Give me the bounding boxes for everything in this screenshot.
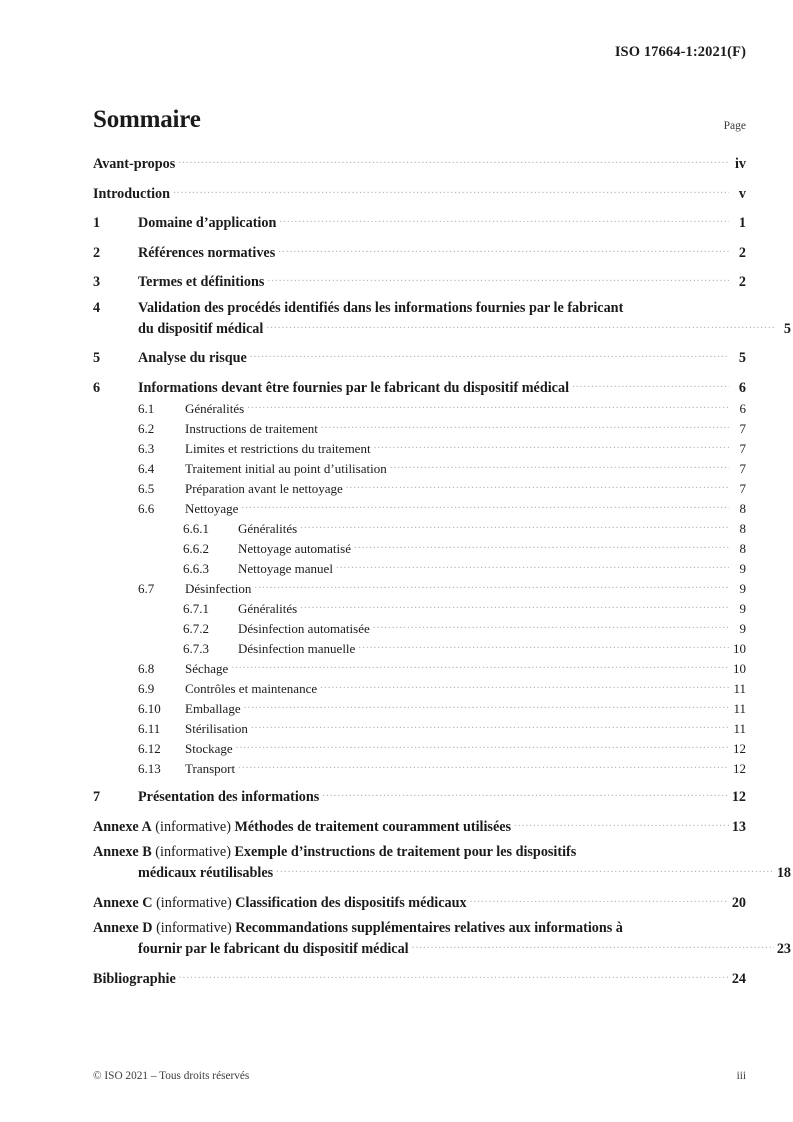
- dot-leader: [373, 617, 729, 633]
- toc-line: [93, 815, 746, 836]
- toc-entry-clause-4[interactable]: [93, 299, 791, 338]
- toc-entry-subclause-6-7-2[interactable]: [93, 617, 746, 637]
- toc-entry-label: Introduction: [93, 185, 170, 202]
- toc-line: [93, 152, 746, 173]
- toc-entry-annex-b[interactable]: [93, 844, 791, 882]
- toc-entry-subclause-6-1[interactable]: [93, 397, 746, 417]
- toc-entry-subclause-6-7-3[interactable]: [93, 637, 746, 657]
- toc-clause-number: 6.13: [138, 760, 161, 776]
- toc-page-number: 10: [733, 660, 746, 676]
- toc-entry-label: Préparation avant le nettoyage: [185, 480, 343, 496]
- copyright-notice: © ISO 2021 – Tous droits réservés: [93, 1070, 250, 1082]
- toc-line: [93, 241, 746, 262]
- toc-line: [93, 844, 746, 861]
- dot-leader: [231, 657, 729, 673]
- toc-entry-subclause-6-2[interactable]: [93, 417, 746, 437]
- toc-page-number: 7: [739, 440, 746, 456]
- toc-entry-avant-propos[interactable]: [93, 152, 746, 173]
- dot-leader: [173, 182, 729, 198]
- toc-line: [93, 417, 746, 437]
- toc-page-number: 23: [776, 941, 791, 957]
- dot-leader: [238, 757, 729, 773]
- toc-entry-label: Nettoyage manuel: [238, 560, 333, 576]
- toc-entry-clause-7[interactable]: [93, 785, 746, 806]
- toc-page-number: 6: [738, 379, 746, 396]
- toc-clause-number: 6.12: [138, 740, 161, 756]
- toc-clause-number: 5: [93, 350, 101, 366]
- toc-line: [93, 967, 746, 988]
- toc-line: [93, 457, 746, 477]
- toc-line: [93, 497, 746, 517]
- toc-entry-label: Stockage: [185, 740, 233, 756]
- annex-title-line2: médicaux réutilisables: [138, 865, 274, 881]
- toc-entry-label: Présentation des informations: [138, 789, 320, 805]
- toc-clause-number: 6.7.3: [183, 640, 209, 656]
- toc-clause-number: 6.6.1: [183, 520, 209, 536]
- toc-clause-number: 6.9: [138, 680, 155, 696]
- toc-entry-label: Nettoyage automatisé: [238, 540, 351, 556]
- annex-title-line2: fournir par le fabricant du dispositif médical: [138, 941, 409, 957]
- toc-clause-number: 1: [93, 215, 101, 231]
- toc-line: [93, 437, 746, 457]
- toc-entry-clause-2[interactable]: [93, 241, 746, 262]
- dot-leader: [390, 457, 729, 473]
- toc-entry-label: Désinfection: [185, 580, 252, 596]
- toc-entry-label-line2: du dispositif médical: [138, 320, 264, 337]
- toc-line-continuation: [93, 861, 791, 882]
- toc-line: [93, 657, 746, 677]
- annex-designator: Annexe A: [93, 818, 152, 835]
- table-of-contents: [93, 152, 791, 996]
- toc-entry-label: Informations devant être fournies par le fabricant du dispositif médical: [138, 379, 570, 396]
- toc-line-continuation: [93, 317, 791, 338]
- annex-informative-tag: (informative): [156, 920, 232, 936]
- toc-entry-label: Limites et restrictions du traitement: [185, 440, 371, 456]
- toc-entry-subclause-6-6[interactable]: [93, 497, 746, 517]
- toc-entry-label: Stérilisation: [185, 720, 248, 736]
- dot-leader: [572, 376, 729, 392]
- toc-page-number: 12: [733, 740, 746, 756]
- dot-leader: [247, 397, 729, 413]
- dot-leader: [346, 477, 729, 493]
- toc-entry-subclause-6-6-1[interactable]: [93, 517, 746, 537]
- toc-page-number: 24: [731, 970, 746, 987]
- toc-clause-number: 6.5: [138, 480, 155, 496]
- toc-entry-subclause-6-4[interactable]: [93, 457, 746, 477]
- toc-page-number: 9: [739, 620, 746, 636]
- toc-entry-label: Généralités: [185, 400, 245, 416]
- toc-line: [93, 757, 746, 777]
- dot-leader: [266, 317, 774, 333]
- dot-leader: [320, 677, 729, 693]
- dot-leader: [358, 637, 729, 653]
- toc-line: [93, 597, 746, 617]
- dot-leader: [267, 270, 729, 286]
- toc-clause-number: 6.7: [138, 580, 155, 596]
- toc-line: [93, 677, 746, 697]
- toc-clause-number: 6.11: [138, 720, 161, 736]
- dot-leader: [374, 437, 729, 453]
- toc-page-number: 13: [731, 818, 746, 835]
- toc-entry-label: Contrôles et maintenance: [185, 680, 318, 696]
- toc-page-number: 7: [739, 460, 746, 476]
- toc-entry-label: Désinfection manuelle: [238, 640, 356, 656]
- document-header-reference: ISO 17664-1:2021(F): [614, 44, 746, 60]
- toc-clause-number: 6.2: [138, 420, 155, 436]
- toc-page-number: 7: [739, 480, 746, 496]
- toc-entry-clause-1[interactable]: [93, 211, 746, 232]
- toc-line: [93, 785, 746, 806]
- toc-page-number: 20: [731, 894, 746, 911]
- toc-page-number: 12: [733, 760, 746, 776]
- annex-informative-tag: (informative): [155, 818, 231, 835]
- dot-leader: [178, 152, 729, 168]
- toc-line: [93, 920, 746, 937]
- footer-page-number: iii: [736, 1070, 746, 1082]
- dot-leader: [279, 211, 729, 227]
- toc-page-number: v: [738, 185, 746, 202]
- toc-page-number: 12: [731, 789, 746, 805]
- document-footer: [93, 1070, 746, 1082]
- toc-line: [93, 182, 746, 203]
- toc-entry-label: Traitement initial au point d’utilisation: [185, 460, 387, 476]
- page-title: Sommaire: [93, 106, 201, 133]
- toc-clause-number: 6.7.2: [183, 620, 209, 636]
- toc-entry-subclause-6-5[interactable]: [93, 477, 746, 497]
- page-column-label: Page: [723, 120, 746, 132]
- toc-clause-number: 3: [93, 274, 101, 290]
- toc-page-number: 2: [738, 274, 746, 290]
- toc-entry-label: [93, 895, 467, 912]
- dot-leader: [236, 737, 729, 753]
- toc-line: [93, 300, 746, 317]
- toc-entry-subclause-6-9[interactable]: [93, 677, 746, 697]
- toc-page-number: 8: [739, 520, 746, 536]
- toc-page-number: 11: [733, 700, 746, 716]
- annex-informative-tag: (informative): [156, 894, 232, 911]
- annex-title: Recommandations supplémentaires relatives aux informations à: [235, 920, 623, 936]
- toc-page-number: 8: [739, 540, 746, 556]
- toc-line: [93, 537, 746, 557]
- toc-entry-subclause-6-7-1[interactable]: [93, 597, 746, 617]
- toc-clause-number: 2: [93, 244, 101, 261]
- toc-clause-number: 6.10: [138, 700, 161, 716]
- toc-line: [93, 376, 746, 397]
- toc-entry-label: Domaine d’application: [138, 215, 277, 231]
- toc-page-number: 5: [738, 350, 746, 366]
- toc-page-number: 2: [738, 244, 746, 261]
- toc-page-number: 8: [739, 500, 746, 516]
- toc-page-number: 1: [738, 215, 746, 231]
- dot-leader: [514, 815, 729, 831]
- toc-entry-subclause-6-7[interactable]: [93, 577, 746, 597]
- toc-page-number: 11: [733, 720, 746, 736]
- toc-clause-number: 6.6: [138, 500, 155, 516]
- toc-entry-label: Analyse du risque: [138, 350, 247, 366]
- toc-entry-annex-c[interactable]: [93, 891, 746, 912]
- toc-entry-bibliography[interactable]: [93, 967, 746, 988]
- toc-line: [93, 617, 746, 637]
- toc-line: [93, 577, 746, 597]
- toc-entry-label: Bibliographie: [93, 970, 176, 987]
- toc-entry-label: [93, 920, 623, 937]
- toc-entry-annex-d[interactable]: [93, 920, 791, 958]
- toc-clause-number: 6.8: [138, 660, 155, 676]
- toc-page-number: 5: [783, 320, 791, 337]
- dot-leader: [254, 577, 729, 593]
- toc-entry-subclause-6-13[interactable]: [93, 757, 746, 777]
- toc-entry-subclause-6-3[interactable]: [93, 437, 746, 457]
- toc-page-number: 10: [733, 640, 746, 656]
- toc-entry-label: Références normatives: [138, 244, 276, 261]
- toc-entry-subclause-6-8[interactable]: [93, 657, 746, 677]
- toc-clause-number: 6.6.3: [183, 560, 209, 576]
- toc-line: [93, 557, 746, 577]
- toc-entry-label: Instructions de traitement: [185, 420, 318, 436]
- annex-title: Classification des dispositifs médicaux: [235, 894, 467, 911]
- dot-leader: [300, 597, 729, 613]
- dot-leader: [322, 785, 729, 801]
- dot-leader: [276, 861, 774, 877]
- dot-leader: [241, 497, 729, 513]
- toc-entry-annex-a[interactable]: [93, 815, 746, 836]
- dot-leader: [470, 891, 729, 907]
- toc-entry-label: Généralités: [238, 520, 298, 536]
- toc-page-number: 11: [733, 680, 746, 696]
- toc-clause-number: 7: [93, 789, 101, 805]
- toc-clause-number: 6.4: [138, 460, 155, 476]
- toc-entry-label: Avant-propos: [93, 156, 176, 172]
- toc-entry-subclause-6-6-3[interactable]: [93, 557, 746, 577]
- toc-page-number: iv: [734, 156, 746, 172]
- toc-line: [93, 211, 746, 232]
- dot-leader: [251, 717, 729, 733]
- toc-clause-number: 6: [93, 379, 101, 396]
- dot-leader: [412, 937, 774, 953]
- toc-entry-label: Validation des procédés identifiés dans les informations fournies par le fabricant: [138, 299, 624, 316]
- toc-clause-number: 6.3: [138, 440, 155, 456]
- toc-line: [93, 637, 746, 657]
- toc-entry-subclause-6-12[interactable]: [93, 737, 746, 757]
- toc-line: [93, 717, 746, 737]
- annex-title: Méthodes de traitement couramment utilisées: [234, 818, 512, 835]
- toc-clause-number: 6.7.1: [183, 600, 209, 616]
- toc-entry-label: Nettoyage: [185, 500, 239, 516]
- dot-leader: [300, 517, 729, 533]
- toc-line: [93, 517, 746, 537]
- toc-title-row: [93, 106, 746, 140]
- toc-line: [93, 477, 746, 497]
- toc-line: [93, 346, 746, 367]
- annex-informative-tag: (informative): [155, 844, 231, 860]
- toc-entry-label: Transport: [185, 760, 236, 776]
- toc-entry-label: Emballage: [185, 700, 241, 716]
- toc-line: [93, 697, 746, 717]
- dot-leader: [321, 417, 729, 433]
- toc-entry-label: [93, 819, 511, 836]
- toc-line: [93, 397, 746, 417]
- toc-entry-label: Désinfection automatisée: [238, 620, 370, 636]
- toc-line: [93, 270, 746, 291]
- toc-entry-label: Séchage: [185, 660, 229, 676]
- toc-page-number: 9: [739, 600, 746, 616]
- toc-line-continuation: [93, 937, 791, 958]
- toc-entry-subclause-6-11[interactable]: [93, 717, 746, 737]
- toc-entry-introduction[interactable]: [93, 182, 746, 203]
- dot-leader: [244, 697, 729, 713]
- toc-entry-label: [93, 844, 576, 861]
- toc-clause-number: 4: [93, 299, 101, 316]
- dot-leader: [336, 557, 729, 573]
- toc-line: [93, 891, 746, 912]
- annex-designator: Annexe D: [93, 920, 153, 936]
- dot-leader: [278, 241, 729, 257]
- toc-entry-subclause-6-10[interactable]: [93, 697, 746, 717]
- toc-entry-subclause-6-6-2[interactable]: [93, 537, 746, 557]
- toc-entry-clause-6[interactable]: [93, 376, 746, 397]
- toc-entry-clause-3[interactable]: [93, 270, 746, 291]
- annex-designator: Annexe B: [93, 844, 152, 860]
- toc-entry-label: Généralités: [238, 600, 298, 616]
- toc-page-number: 9: [739, 580, 746, 596]
- toc-clause-number: 6.6.2: [183, 540, 209, 556]
- dot-leader: [250, 346, 729, 362]
- toc-page-number: 9: [739, 560, 746, 576]
- toc-line: [93, 737, 746, 757]
- annex-designator: Annexe C: [93, 894, 153, 911]
- annex-title: Exemple d’instructions de traitement pour les dispositifs: [234, 844, 577, 860]
- toc-page-number: 18: [776, 865, 791, 881]
- toc-page-number: 7: [739, 420, 746, 436]
- toc-page-number: 6: [739, 400, 746, 416]
- toc-clause-number: 6.1: [138, 400, 155, 416]
- toc-entry-label: Termes et définitions: [138, 274, 265, 290]
- dot-leader: [354, 537, 729, 553]
- dot-leader: [179, 967, 729, 983]
- toc-entry-clause-5[interactable]: [93, 346, 746, 367]
